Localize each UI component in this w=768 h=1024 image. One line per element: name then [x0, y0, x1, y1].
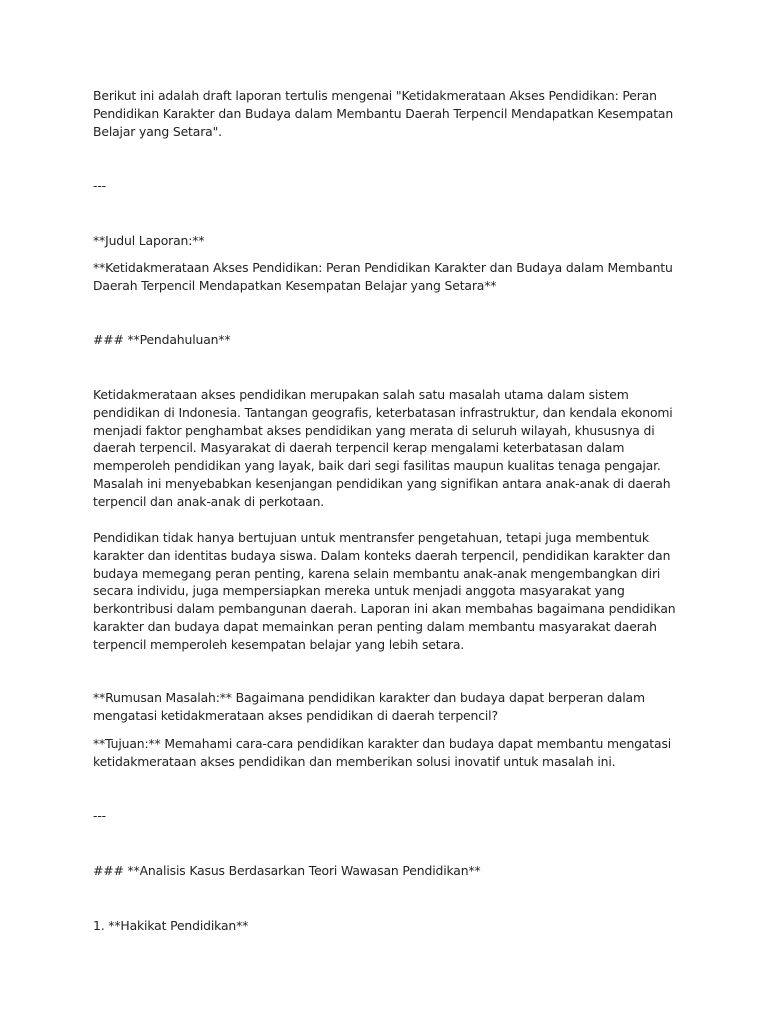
- body-paragraph-2: Pendidikan tidak hanya bertujuan untuk mentransfer pengetahuan, tetapi juga membentuk karakter dan identitas budaya siswa. Dalam konteks daerah terpencil, pendidikan karakter dan budaya memegang peran penting, karena selain membantu anak-anak mengembangkan diri secara individu, juga mempersiapkan mereka untuk menjadi anggota masyarakat yang berkontribusi dalam pembangunan daerah. Laporan ini akan membahas bagaimana pendidikan karakter dan budaya dapat memainkan peran penting dalam membantu masyarakat daerah terpencil memperoleh kesempatan belajar yang lebih setara.: [93, 530, 676, 652]
- report-title-label: **Judul Laporan:**: [93, 233, 205, 248]
- rumusan-masalah-paragraph: **Rumusan Masalah:** Bagaimana pendidikan karakter dan budaya dapat berperan dalam mengatasi ketidakmerataan akses pendidikan di daerah terpencil?: [93, 690, 645, 723]
- body-paragraph-1: Ketidakmerataan akses pendidikan merupakan salah satu masalah utama dalam sistem pendidikan di Indonesia. Tantangan geografis, keterbatasan infrastruktur, dan kendala ekonomi menjadi faktor penghambat akses pendidikan yang merata di seluruh wilayah, khususnya di daerah terpencil. Masyarakat di daerah terpencil kerap mengalami keterbatasan dalam memperoleh pendidikan yang layak, baik dari segi fasilitas maupun kualitas tenaga pengajar. Masalah ini menyebabkan kesenjangan pendidikan yang signifikan antara anak-anak di daerah terpencil dan anak-anak di perkotaan.: [93, 387, 673, 509]
- section-heading-pendahuluan: ### **Pendahuluan**: [93, 332, 231, 347]
- report-title-text: **Ketidakmerataan Akses Pendidikan: Peran Pendidikan Karakter dan Budaya dalam Membantu Daerah Terpencil Mendapatkan Kesempatan Belajar yang Setara**: [93, 260, 673, 293]
- tujuan-paragraph: **Tujuan:** Memahami cara-cara pendidikan karakter dan budaya dapat membantu mengatasi ketidakmerataan akses pendidikan dan memberikan solusi inovatif untuk masalah ini.: [93, 736, 672, 769]
- separator-line: ---: [93, 808, 106, 823]
- separator-line: ---: [93, 178, 106, 193]
- section-heading-analisis: ### **Analisis Kasus Berdasarkan Teori Wawasan Pendidikan**: [93, 863, 481, 878]
- list-item: 1. **Hakikat Pendidikan**: [93, 918, 249, 933]
- intro-paragraph: Berikut ini adalah draft laporan tertulis mengenai "Ketidakmerataan Akses Pendidikan: Peran Pendidikan Karakter dan Budaya dalam Membantu Daerah Terpencil Mendapatkan Kesempatan Belajar yang Setara".: [93, 88, 674, 139]
